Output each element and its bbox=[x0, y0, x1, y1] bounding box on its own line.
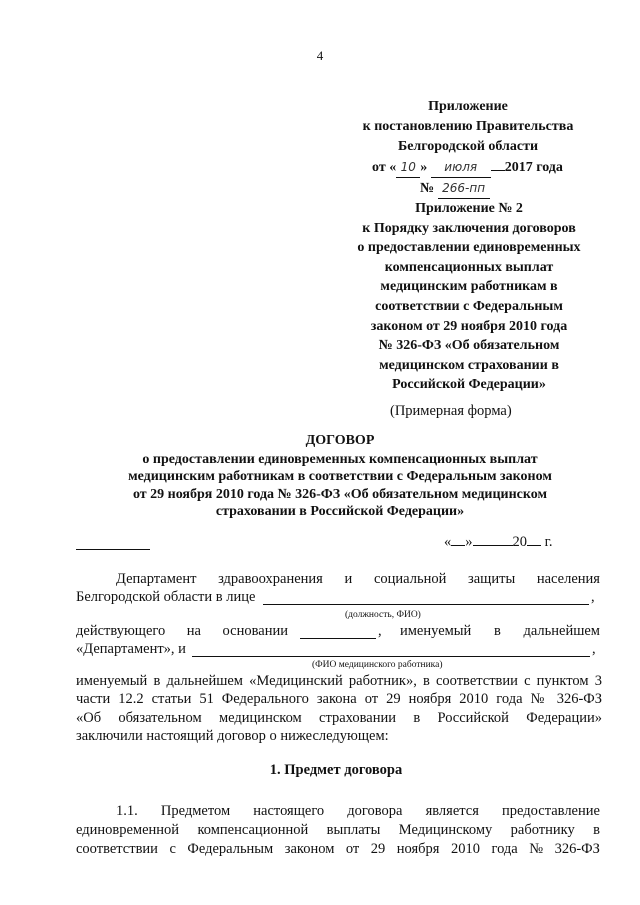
note-position-name: (должность, ФИО) bbox=[345, 610, 421, 620]
title-line2: медицинским работникам в соответствии с Федеральным законом bbox=[128, 469, 552, 484]
date-prefix: от « bbox=[372, 160, 397, 175]
word: года bbox=[491, 841, 518, 857]
body-p4-line1: именуемый в дальнейшем «Медицинский работник», в соответствии с пунктом 3 bbox=[76, 673, 602, 689]
word: в bbox=[493, 623, 501, 639]
date-day: 10 bbox=[396, 157, 420, 178]
word: работнику bbox=[510, 822, 575, 838]
word: действующего bbox=[76, 623, 166, 639]
word: дальнейшем bbox=[523, 623, 600, 639]
word: Предметом bbox=[160, 803, 231, 819]
comma: , bbox=[378, 623, 382, 639]
word: населения bbox=[536, 571, 600, 587]
appendix2-line7: законом от 29 ноября 2010 года bbox=[370, 318, 568, 334]
number-value: 266-пп bbox=[438, 178, 490, 199]
word: договора bbox=[347, 803, 403, 819]
appendix2-line8: № 326-ФЗ «Об обязательном bbox=[378, 338, 560, 354]
date-month-blank bbox=[473, 545, 513, 546]
contract-title bbox=[60, 432, 620, 521]
contract-date bbox=[444, 534, 553, 551]
section1-line1 bbox=[116, 803, 600, 820]
appendix1-line3: Белгородской области bbox=[397, 139, 539, 154]
word: от bbox=[345, 841, 360, 857]
body-p2-right bbox=[400, 623, 600, 640]
appendix2-line9: медицинском страховании в bbox=[379, 357, 559, 373]
body-p1-line1 bbox=[116, 571, 600, 588]
blank-medical-worker bbox=[192, 656, 590, 657]
word: основании bbox=[222, 623, 288, 639]
date-open-quote: « bbox=[444, 534, 452, 550]
word: 1.1. bbox=[116, 803, 138, 819]
comma: , bbox=[591, 589, 595, 605]
date-year-blank bbox=[527, 545, 541, 546]
appendix1-number bbox=[350, 178, 586, 199]
place-line bbox=[76, 549, 150, 550]
comma: , bbox=[592, 641, 596, 657]
body-p3-start: «Департамент», и bbox=[76, 641, 186, 657]
word: ноября bbox=[396, 841, 440, 857]
appendix2-block bbox=[336, 199, 602, 395]
page-number: 4 bbox=[316, 48, 324, 63]
date-year-suffix: г. bbox=[544, 534, 553, 550]
date-gap bbox=[491, 170, 505, 171]
word: законом bbox=[284, 841, 335, 857]
section1-heading: 1. Предмет договора bbox=[269, 762, 403, 778]
word: Федеральным bbox=[187, 841, 274, 857]
section1-line3 bbox=[76, 841, 600, 858]
word: именуемый bbox=[400, 623, 472, 639]
appendix1-block bbox=[350, 97, 586, 199]
word: и bbox=[344, 571, 353, 587]
date-year-prefix: 20 bbox=[512, 534, 527, 550]
word: на bbox=[186, 623, 201, 639]
word: настоящего bbox=[253, 803, 325, 819]
word: здравоохранения bbox=[218, 571, 323, 587]
note-medical-worker: (ФИО медицинского работника) bbox=[312, 660, 443, 670]
appendix2-line4: компенсационных выплат bbox=[384, 259, 554, 275]
word: предоставление bbox=[502, 803, 600, 819]
date-day-blank bbox=[451, 545, 465, 546]
appendix2-line5: медицинским работникам в bbox=[380, 279, 558, 295]
title-main: ДОГОВОР bbox=[305, 433, 375, 448]
word: № bbox=[529, 841, 544, 857]
word: единовременной bbox=[76, 822, 180, 838]
title-line1: о предоставлении единовременных компенсационных выплат bbox=[142, 451, 538, 467]
body-p4-line4: заключили настоящий договор о нижеследующем: bbox=[76, 728, 389, 745]
appendix2-line3: о предоставлении единовременных bbox=[357, 240, 581, 256]
body-p1-line2: Белгородской области в лице bbox=[76, 589, 256, 605]
word: защиты bbox=[468, 571, 516, 587]
word: 29 bbox=[370, 841, 386, 857]
appendix1-line1: Приложение bbox=[428, 99, 508, 114]
body-p4 bbox=[76, 672, 602, 746]
word: соответствии bbox=[76, 841, 158, 857]
section1-line2 bbox=[76, 822, 600, 839]
blank-basis bbox=[300, 638, 376, 639]
form-note: (Примерная форма) bbox=[390, 403, 512, 419]
appendix2-line2: к Порядку заключения договоров bbox=[362, 220, 576, 236]
word: Медицинскому bbox=[398, 822, 493, 838]
appendix1-date bbox=[350, 157, 586, 178]
date-mid: » bbox=[420, 160, 428, 175]
blank-representative bbox=[263, 604, 589, 605]
title-line3: от 29 ноября 2010 года № 326-ФЗ «Об обязательном медицинском bbox=[132, 486, 548, 502]
word: выплаты bbox=[326, 822, 381, 838]
appendix2-line10: Российской Федерации» bbox=[392, 377, 546, 393]
date-month: июля bbox=[431, 157, 491, 178]
body-p4-line3: «Об обязательном медицинском страховании в Российской Федерации» bbox=[76, 709, 602, 726]
number-prefix: № bbox=[420, 181, 435, 196]
word: является bbox=[425, 803, 479, 819]
word: компенсационной bbox=[197, 822, 309, 838]
word: Департамент bbox=[116, 571, 197, 587]
word: с bbox=[169, 841, 176, 857]
word: в bbox=[593, 822, 600, 838]
appendix1-line2: к постановлению Правительства bbox=[362, 119, 574, 134]
appendix2-line1: Приложение № 2 bbox=[415, 201, 523, 216]
word: 326-ФЗ bbox=[554, 841, 600, 857]
body-p4-line2: части 12.2 статьи 51 Федерального закона от 29 ноября 2010 года № 326-ФЗ bbox=[76, 691, 602, 708]
word: 2010 bbox=[450, 841, 480, 857]
appendix2-line6: соответствии с Федеральным bbox=[375, 298, 563, 314]
word: социальной bbox=[373, 571, 447, 587]
body-p2-left bbox=[76, 623, 288, 640]
date-close-quote: » bbox=[465, 534, 473, 550]
title-line4: страховании в Российской Федерации» bbox=[215, 504, 465, 519]
date-year: 2017 года bbox=[504, 160, 563, 175]
